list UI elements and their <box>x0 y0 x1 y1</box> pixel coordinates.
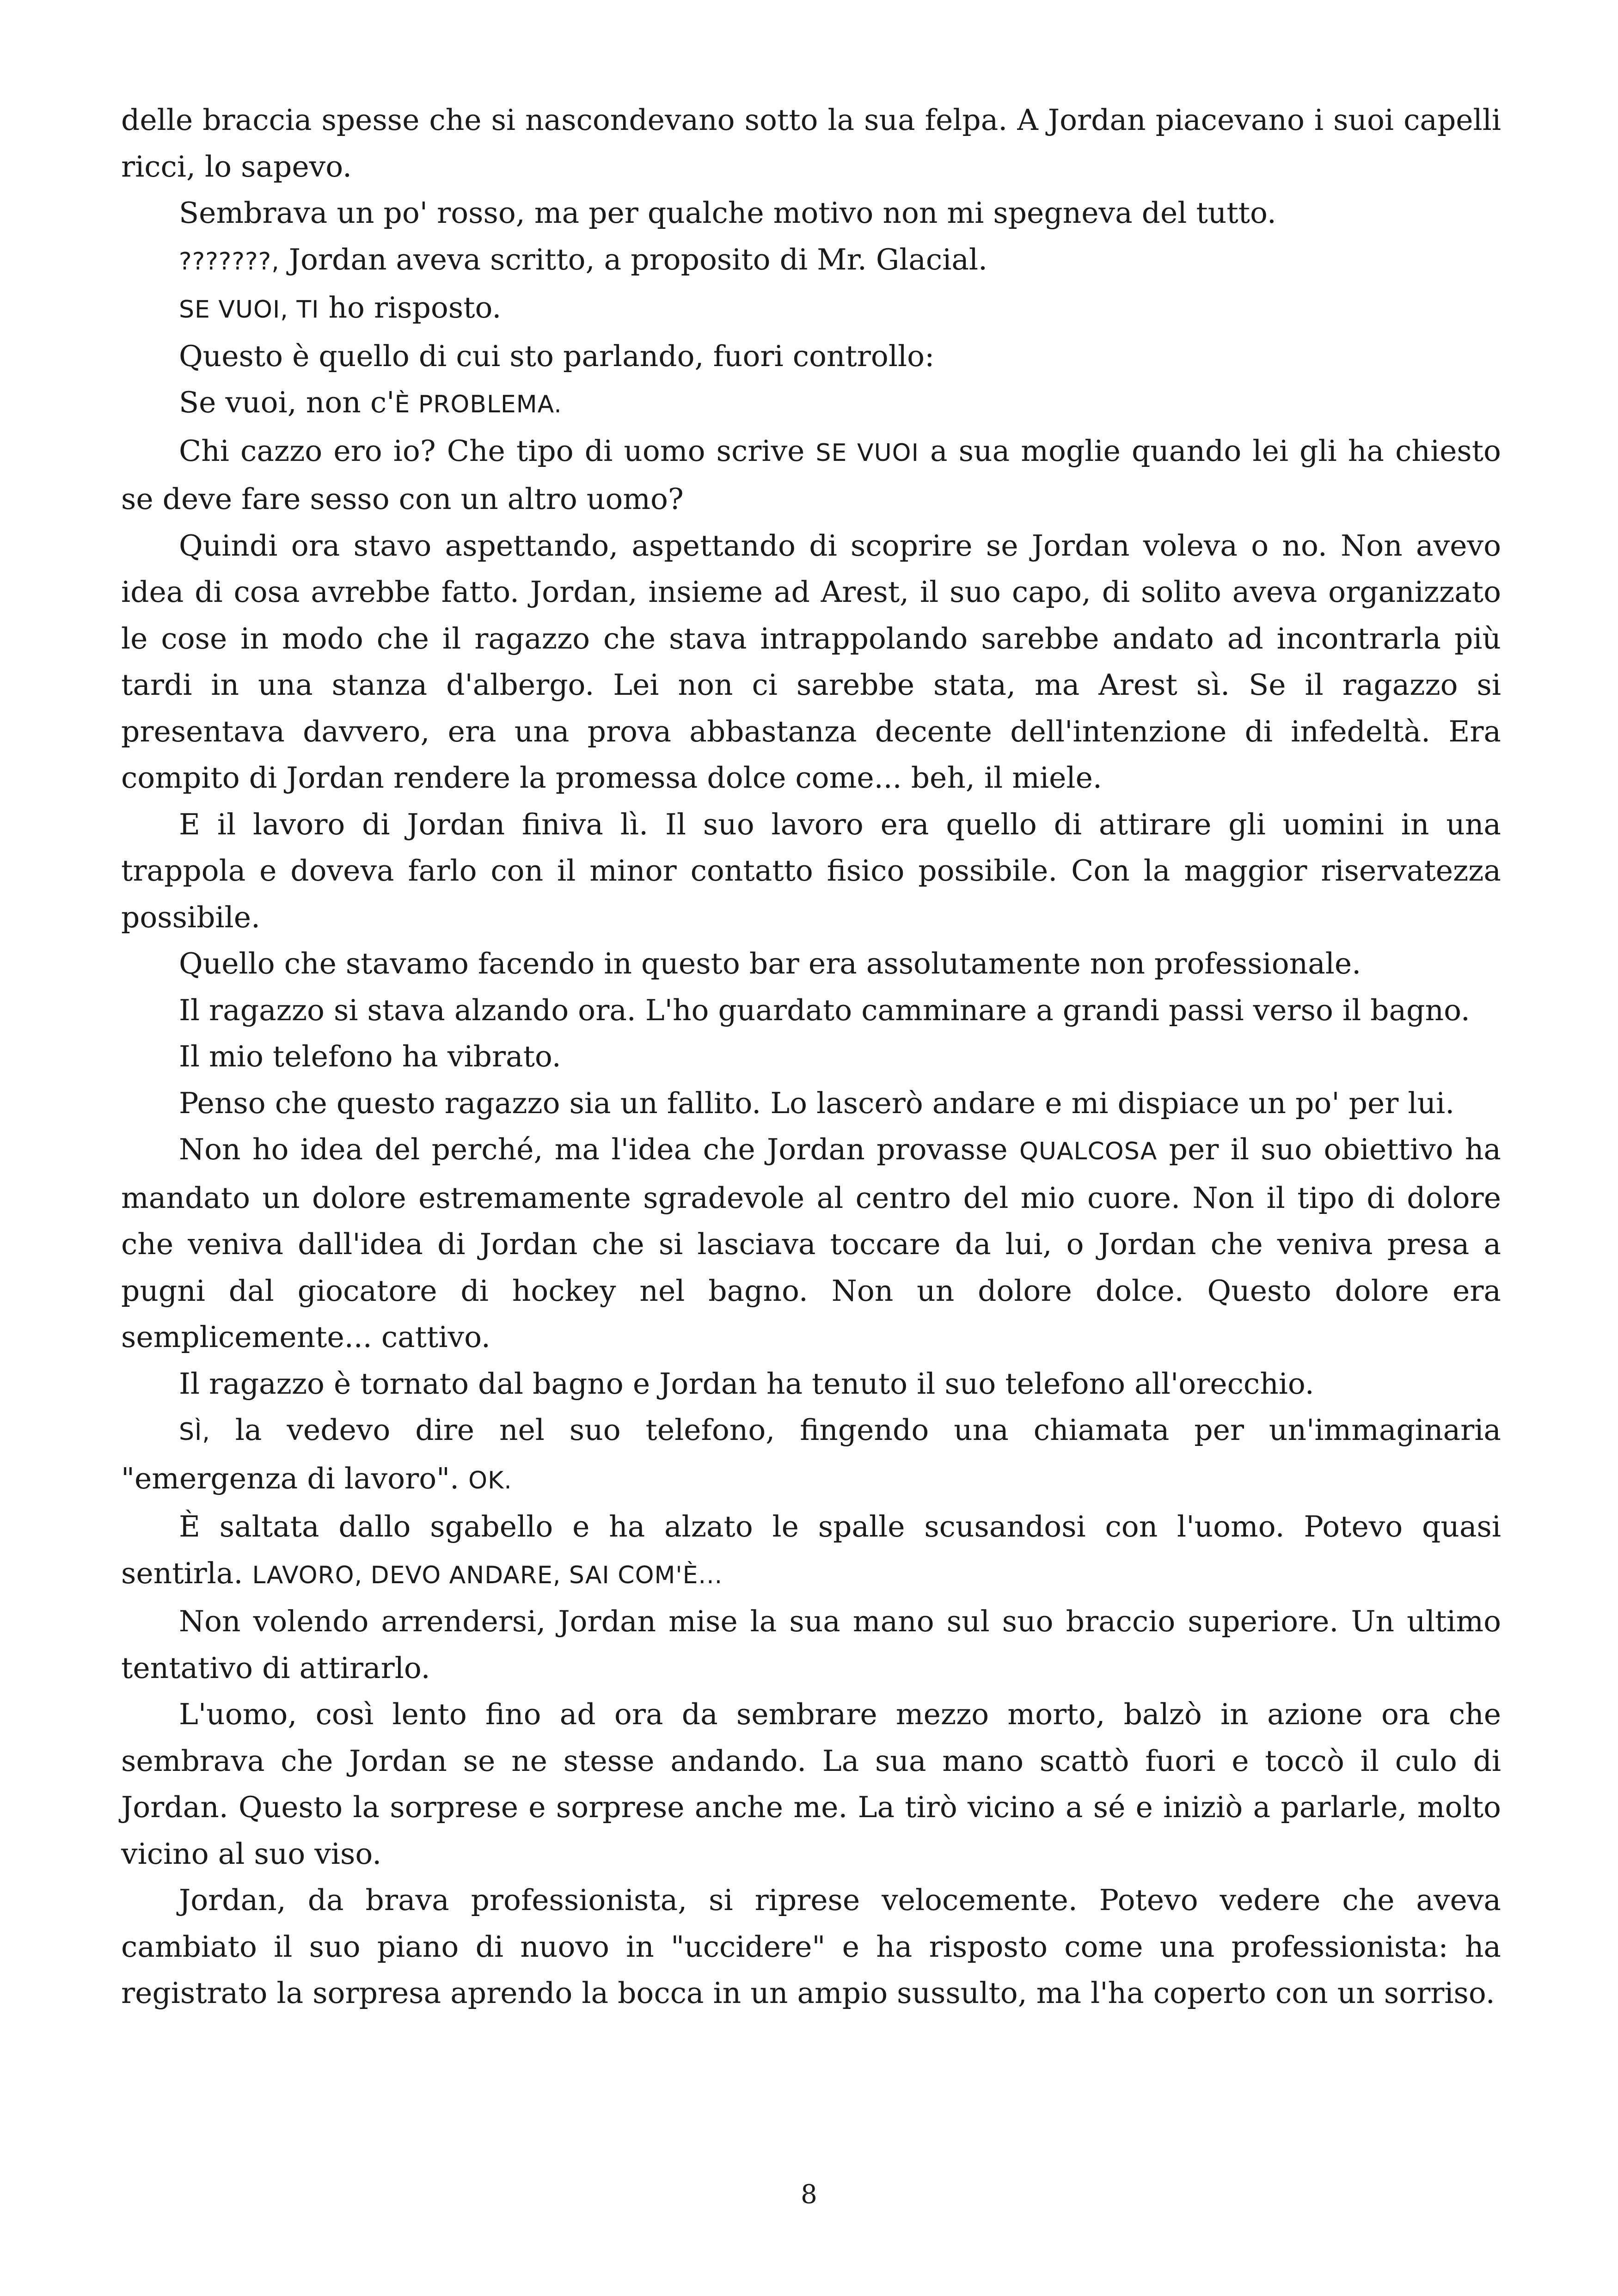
text-run: Chi cazzo ero io? Che tipo di uomo scrive <box>179 434 816 468</box>
small-caps-text: SE VUOI, TI <box>179 296 319 324</box>
small-caps-text: QUALCOSA <box>1019 1138 1158 1165</box>
small-caps-text: ???????, <box>179 247 280 276</box>
paragraph-p4 <box>121 285 1501 333</box>
text-run: ho risposto. <box>319 291 502 325</box>
paragraph-p1 <box>121 97 1501 190</box>
text-run: a sua moglie quando lei gli ha chiesto se deve fare sesso con un altro uomo? <box>121 434 1501 516</box>
small-caps-text: SE VUOI <box>815 439 919 467</box>
paragraph-p20 <box>121 1877 1501 2017</box>
paragraph-p3 <box>121 237 1501 285</box>
small-caps-text: LAVORO, DEVO ANDARE, SAI COM'È... <box>252 1561 723 1589</box>
text-run: Non ho idea del perché, ma l'idea che Jordan provasse <box>179 1133 1019 1166</box>
paragraph-p7 <box>121 428 1501 523</box>
text-run: delle braccia spesse che si nascondevano sotto la sua felpa. A Jordan piacevano i suoi capelli ricci, lo sapevo. <box>121 103 1501 184</box>
paragraph-p10 <box>121 941 1501 987</box>
paragraph-p5 <box>121 333 1501 380</box>
text-run: Jordan aveva scritto, a proposito di Mr. Glacial. <box>279 242 988 276</box>
small-caps-text: OK. <box>468 1466 512 1494</box>
paragraph-p18 <box>121 1598 1501 1691</box>
text-run: Non volendo arrendersi, Jordan mise la sua mano sul suo braccio superiore. Un ultimo tentativo di attirarlo. <box>121 1604 1501 1685</box>
body-text <box>121 97 1501 2017</box>
paragraph-p8 <box>121 523 1501 802</box>
text-run: per il suo obiettivo ha mandato un dolore estremamente sgradevole al centro del mio cuore. Non il tipo di dolore che veniva dall'idea di Jordan che si lasciava toccare da lui, o Jordan che veniva presa a pugni dal giocatore di hockey nel bagno. Non un dolore dolce. Questo dolore era semplicemente... cattivo. <box>121 1133 1501 1354</box>
text-run: E il lavoro di Jordan finiva lì. Il suo lavoro era quello di attirare gli uomini in una trappola e doveva farlo con il minor contatto fisico possibile. Con la maggior riservatezza possibile. <box>121 807 1501 934</box>
text-run: Se vuoi, non c' <box>179 386 395 419</box>
text-run: Penso che questo ragazzo sia un fallito. Lo lascerò andare e mi dispiace un po' per lui. <box>179 1086 1455 1120</box>
text-run: Il ragazzo è tornato dal bagno e Jordan ha tenuto il suo telefono all'orecchio. <box>179 1366 1314 1401</box>
paragraph-p2 <box>121 190 1501 237</box>
paragraph-p11 <box>121 987 1501 1034</box>
text-run: L'uomo, così lento fino ad ora da sembrare mezzo morto, balzò in azione ora che sembrava che Jordan se ne stesse andando. La sua mano scattò fuori e toccò il culo di Jordan. Questo la sorprese e sorprese anche me. La tirò vicino a sé e iniziò a parlarle, molto vicino al suo viso. <box>121 1697 1501 1871</box>
paragraph-p13 <box>121 1080 1501 1127</box>
paragraph-p19 <box>121 1691 1501 1877</box>
text-run: Questo è quello di cui sto parlando, fuori controllo: <box>179 339 935 373</box>
paragraph-p15 <box>121 1361 1501 1408</box>
text-run: Quello che stavamo facendo in questo bar era assolutamente non professionale. <box>179 947 1361 980</box>
text-run: Il mio telefono ha vibrato. <box>179 1040 561 1073</box>
text-run: Jordan, da brava professionista, si riprese velocemente. Potevo vedere che aveva cambiato il suo piano di nuovo in "uccidere" e ha risposto come una professionista: ha registrato la sorpresa aprendo la bocca in un ampio sussulto, ma l'ha coperto con un sorriso. <box>121 1883 1501 2010</box>
text-run: Quindi ora stavo aspettando, aspettando di scoprire se Jordan voleva o no. Non avevo idea di cosa avrebbe fatto. Jordan, insieme ad Arest, il suo capo, di solito aveva organizzato le cose in modo che il ragazzo che stava intrappolando sarebbe andato ad incontrarla più tardi in una stanza d'albergo. Lei non ci sarebbe stata, ma Arest sì. Se il ragazzo si presentava davvero, era una prova abbastanza decente dell'intenzione di infedeltà. Era compito di Jordan rendere la promessa dolce come... beh, il miele. <box>121 528 1501 795</box>
text-run: È saltata dallo sgabello e ha alzato le spalle scusandosi con l'uomo. Potevo quasi sentirla. <box>121 1510 1501 1590</box>
paragraph-p9 <box>121 802 1501 941</box>
small-caps-text: È PROBLEMA. <box>394 391 562 418</box>
paragraph-p16 <box>121 1407 1501 1504</box>
text-run: la vedevo dire nel suo telefono, fingendo una chiamata per un'immaginaria "emergenza di lavoro". <box>121 1413 1501 1495</box>
text-run: Il ragazzo si stava alzando ora. L'ho guardato camminare a grandi passi verso il bagno. <box>179 993 1470 1027</box>
page-number: 8 <box>801 2180 817 2210</box>
paragraph-p12 <box>121 1034 1501 1080</box>
paragraph-p14 <box>121 1127 1501 1361</box>
small-caps-text: SÌ, <box>179 1418 210 1446</box>
paragraph-p6 <box>121 380 1501 428</box>
text-run: Sembrava un po' rosso, ma per qualche motivo non mi spegneva del tutto. <box>179 196 1276 230</box>
paragraph-p17 <box>121 1504 1501 1598</box>
